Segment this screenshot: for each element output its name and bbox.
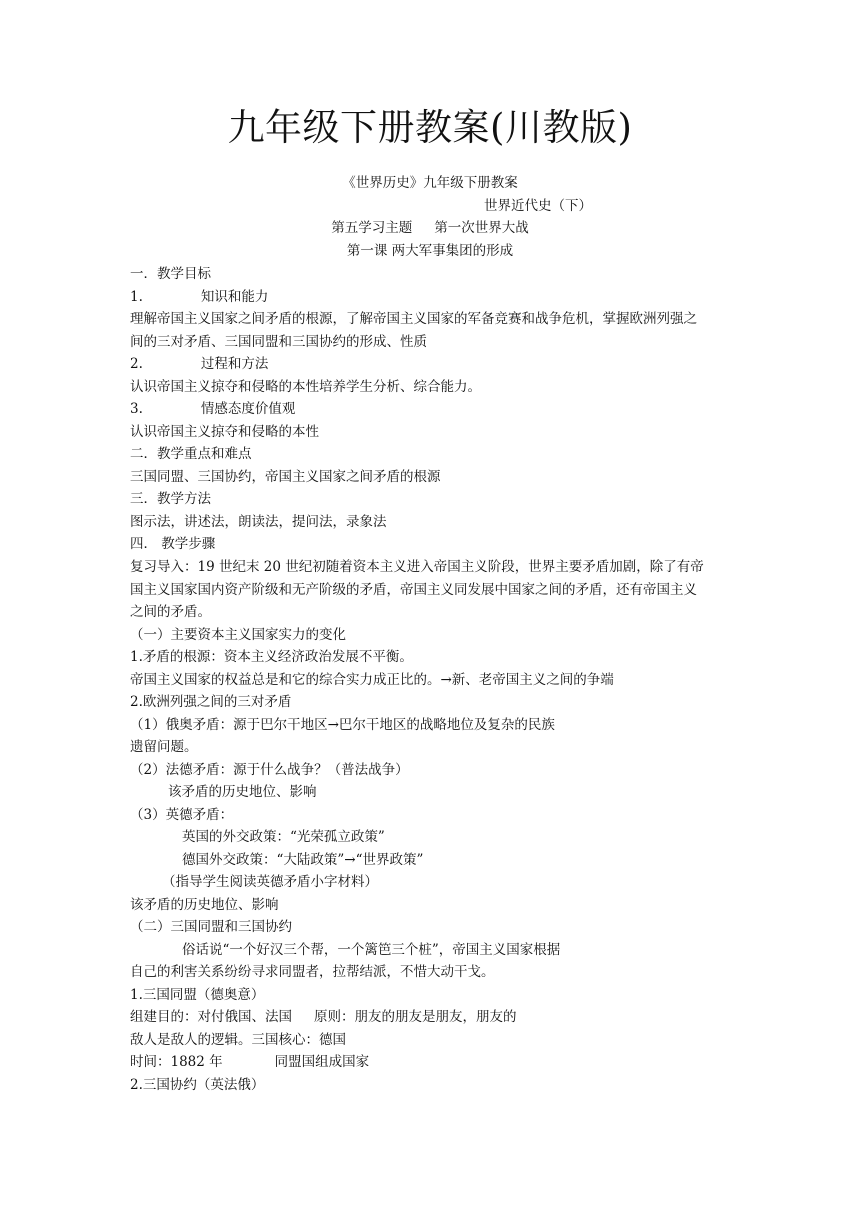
conflict-2-b: 该矛盾的历史地位、影响 xyxy=(168,784,317,800)
conflict-3-c: 德国外交政策：“大陆政策”→“世界政策” xyxy=(182,852,424,868)
section-subtitle: 世界近代史（下） xyxy=(484,198,592,214)
section-1-item-3: 2.欧洲列强之间的三对矛盾 xyxy=(130,694,292,710)
triple-alliance-core: 敌人是敌人的逻辑。三国核心：德国 xyxy=(130,1032,346,1048)
heading-steps: 四． 教学步骤 xyxy=(130,536,216,552)
goal-3-heading xyxy=(130,398,740,420)
conflict-3-b: 英国的外交政策：“光荣孤立政策” xyxy=(182,829,385,845)
unit-theme-name: 第一次世界大战 xyxy=(434,220,529,236)
heading-methods: 三．教学方法 xyxy=(130,491,211,507)
conflict-2-a: （2）法德矛盾：源于什么战争？（普法战争） xyxy=(130,762,409,778)
conflict-1-b: 遗留问题。 xyxy=(130,739,198,755)
conflict-3-d: （指导学生阅读英德矛盾小字材料） xyxy=(162,874,378,890)
triple-alliance-year: 时间：1882 年 xyxy=(130,1054,223,1070)
conflict-3-a: （3）英德矛盾： xyxy=(130,807,234,823)
triple-alliance-purpose-text: 组建目的：对付俄国、法国 xyxy=(130,1009,292,1025)
section-1-item-2: 帝国主义国家的权益总是和它的综合实力成正比的。→新、老帝国主义之间的争端 xyxy=(130,672,614,688)
book-subtitle: 《世界历史》九年级下册教案 xyxy=(342,175,518,191)
review-text-b: 国主义国家国内资产阶级和无产阶级的矛盾，帝国主义同发展中国家之间的矛盾，还有帝国主义 xyxy=(130,582,697,598)
goal-1-text-b: 间的三对矛盾、三国同盟和三国协约的形成、性质 xyxy=(130,334,427,350)
triple-alliance-time xyxy=(130,1051,740,1073)
review-text-a: 复习导入：19 世纪末 20 世纪初随着资本主义进入帝国主义阶段，世界主要矛盾加剧，除了有帝 xyxy=(130,559,704,575)
goal-1-text-a: 理解帝国主义国家之间矛盾的根源，了解帝国主义国家的军备竞赛和战争危机，掌握欧洲列强之 xyxy=(130,311,697,327)
key-points-text: 三国同盟、三国协约，帝国主义国家之间矛盾的根源 xyxy=(130,469,441,485)
triple-entente-heading: 2.三国协约（英法俄） xyxy=(130,1077,265,1093)
goal-2-text: 认识帝国主义掠夺和侵略的本性培养学生分析、综合能力。 xyxy=(130,379,481,395)
heading-teaching-goals: 一．教学目标 xyxy=(130,266,211,282)
review-text-c: 之间的矛盾。 xyxy=(130,604,211,620)
goal-1-number: 1. xyxy=(130,289,143,305)
section-1-heading: （一）主要资本主义国家实力的变化 xyxy=(130,627,346,643)
section-2-text-b: 自己的利害关系纷纷寻求同盟者，拉帮结派，不惜大动干戈。 xyxy=(130,964,495,980)
goal-3-label: 情感态度价值观 xyxy=(200,401,296,417)
goal-2-heading xyxy=(130,353,740,375)
triple-alliance-principle-text: 原则：朋友的朋友是朋友，朋友的 xyxy=(314,1009,517,1025)
unit-theme xyxy=(0,217,860,239)
section-1-item-1: 1.矛盾的根源：资本主义经济政治发展不平衡。 xyxy=(130,649,413,665)
lesson-title: 第一课 两大军事集团的形成 xyxy=(346,243,514,259)
methods-text: 图示法，讲述法，朗读法，提问法，录象法 xyxy=(130,514,387,530)
goal-2-label: 过程和方法 xyxy=(200,356,269,372)
goal-3-text: 认识帝国主义掠夺和侵略的本性 xyxy=(130,424,319,440)
triple-alliance-purpose xyxy=(130,1006,740,1028)
goal-1-heading xyxy=(130,286,740,308)
conflict-3-e: 该矛盾的历史地位、影响 xyxy=(130,897,279,913)
document-title: 九年级下册教案(川教版) xyxy=(227,106,633,149)
section-2-text-a: 俗话说“一个好汉三个帮，一个篱笆三个桩”，帝国主义国家根据 xyxy=(182,942,561,958)
goal-2-number: 2. xyxy=(130,356,143,372)
section-2-heading: （二）三国同盟和三国协约 xyxy=(130,919,292,935)
goal-3-number: 3. xyxy=(130,401,143,417)
goal-1-label: 知识和能力 xyxy=(200,289,269,305)
triple-alliance-heading: 1.三国同盟（德奥意） xyxy=(130,987,265,1003)
unit-theme-label: 第五学习主题 xyxy=(331,220,413,236)
heading-key-points: 二．教学重点和难点 xyxy=(130,446,252,462)
conflict-1-a: （1）俄奥矛盾：源于巴尔干地区→巴尔干地区的战略地位及复杂的民族 xyxy=(130,717,555,733)
triple-alliance-members: 同盟国组成国家 xyxy=(274,1054,370,1070)
